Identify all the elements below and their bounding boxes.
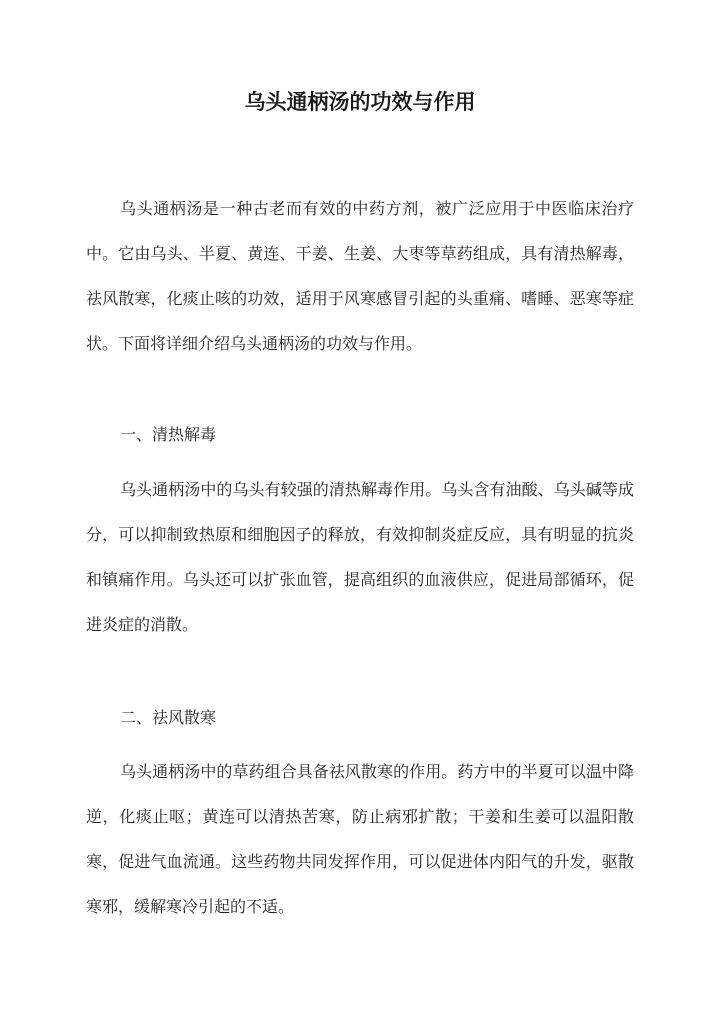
section-heading-2: 二、祛风散寒 (120, 708, 217, 727)
section-body-2: 乌头通柄汤中的草药组合具备祛风散寒的作用。药方中的半夏可以温中降逆，化痰止呕；黄连可以清热苦寒，防止病邪扩散；干姜和生姜可以温阳散寒，促进气血流通。这些药物共同发挥作用，可以促进体内阳气的升发，驱散寒邪，缓解寒冷引起的不适。 (86, 762, 634, 916)
section-heading-1: 一、清热解毒 (120, 425, 217, 444)
intro-paragraph: 乌头通柄汤是一种古老而有效的中药方剂，被广泛应用于中医临床治疗中。它由乌头、半夏、黄连、干姜、生姜、大枣等草药组成，具有清热解毒，祛风散寒，化痰止咳的功效，适用于风寒感冒引起的头重痛、嗜睡、恶寒等症状。下面将详细介绍乌头通柄汤的功效与作用。 (86, 199, 634, 353)
section-body-1: 乌头通柄汤中的乌头有较强的清热解毒作用。乌头含有油酸、乌头碱等成分，可以抑制致热原和细胞因子的释放，有效抑制炎症反应，具有明显的抗炎和镇痛作用。乌头还可以扩张血管，提高组织的血液供应，促进局部循环，促进炎症的消散。 (86, 480, 634, 634)
page-title: 乌头通柄汤的功效与作用 (244, 89, 476, 114)
